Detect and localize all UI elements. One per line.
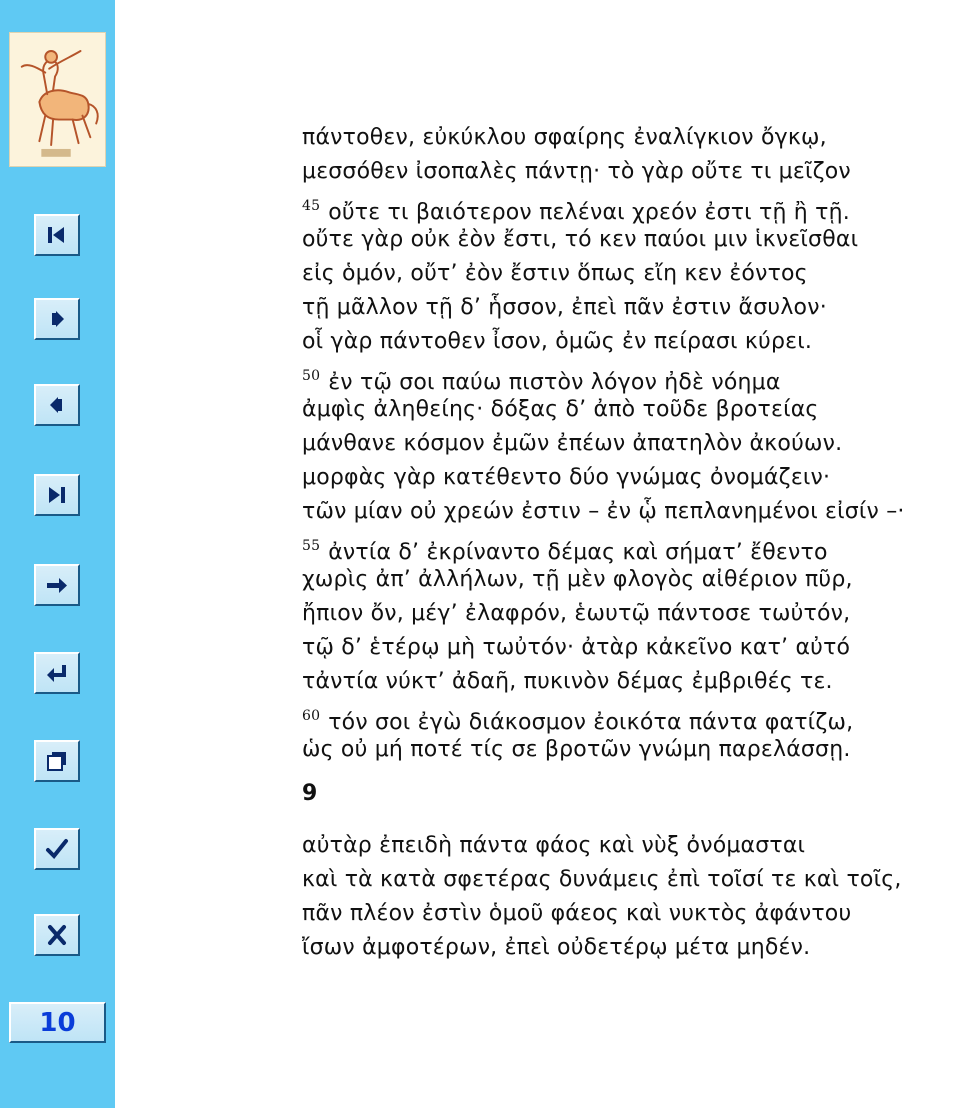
- verse-text: καὶ τὰ κατὰ σφετέρας δυνάμεις ἐπὶ τοῖσί τε καὶ τοῖς,: [302, 867, 902, 892]
- verse-line: [302, 393, 954, 427]
- verse-text: τἀντία νύκτ’ ἀδαῆ, πυκινὸν δέμας ἐμβριθές τε.: [302, 669, 833, 694]
- verse-line: [302, 461, 954, 495]
- arrow-right-icon: [44, 574, 70, 596]
- poem-block-a: [302, 121, 954, 767]
- previous-page-button[interactable]: [34, 384, 80, 426]
- check-icon: [44, 838, 70, 860]
- verse-text: χωρὶς ἀπ’ ἀλλήλων, τῇ μὲν φλογὸς αἰθέριον πῦρ,: [302, 567, 853, 592]
- line-number: 55: [302, 538, 321, 554]
- verse-text: οὔτε τι βαιότερον πελέναι χρεόν ἐστι τῇ ἢ τῇ.: [328, 200, 850, 225]
- verse-text: ἀντία δ’ ἐκρίναντο δέμας καὶ σήματ’ ἔθεντο: [328, 540, 828, 565]
- first-page-icon: [44, 224, 70, 246]
- close-button[interactable]: [34, 914, 80, 956]
- next-page-button[interactable]: [34, 298, 80, 340]
- verse-line: [302, 529, 954, 563]
- verse-line: [302, 733, 954, 767]
- centaur-logo: [9, 32, 106, 167]
- last-page-button[interactable]: [34, 474, 80, 516]
- verse-text: τόν σοι ἐγὼ διάκοσμον ἐοικότα πάντα φατίζω,: [328, 710, 854, 735]
- verse-line: [302, 631, 954, 665]
- verse-text: πᾶν πλέον ἐστὶν ὁμοῦ φάεος καὶ νυκτὸς ἀφάντου: [302, 901, 852, 926]
- line-number: 45: [302, 198, 321, 214]
- close-icon: [44, 924, 70, 946]
- verse-text: ἤπιον ὄν, μέγ’ ἐλαφρόν, ἑωυτῷ πάντοσε τωὐτόν,: [302, 601, 851, 626]
- verse-text: μορφὰς γὰρ κατέθεντο δύο γνώμας ὀνομάζειν·: [302, 465, 831, 490]
- verse-line: [302, 495, 954, 529]
- poem-block-b: [302, 829, 954, 965]
- verse-line: [302, 829, 954, 863]
- centaur-icon: [10, 33, 105, 166]
- line-number: 60: [302, 708, 321, 724]
- line-number: 50: [302, 368, 321, 384]
- go-back-button[interactable]: [34, 652, 80, 694]
- section-heading: 9: [302, 781, 318, 806]
- verse-line: [302, 257, 954, 291]
- first-page-button[interactable]: [34, 214, 80, 256]
- verse-text: οὔτε γὰρ οὐκ ἐὸν ἔστι, τό κεν παύοι μιν ἱκνεῖσθαι: [302, 227, 859, 252]
- verse-line: [302, 563, 954, 597]
- poem-text: [302, 121, 954, 965]
- verse-line: [302, 223, 954, 257]
- verse-text: αὐτὰρ ἐπειδὴ πάντα φάος καὶ νὺξ ὀνόμασται: [302, 833, 806, 858]
- verse-text: τῇ μᾶλλον τῇ δ’ ἧσσον, ἐπεὶ πᾶν ἐστιν ἄσυλον·: [302, 295, 827, 320]
- verse-text: τῶν μίαν οὐ χρεών ἐστιν – ἐν ᾧ πεπλανημένοι εἰσίν –·: [302, 499, 905, 524]
- verse-line: [302, 897, 954, 931]
- verse-line: [302, 699, 954, 733]
- verse-line: [302, 121, 954, 155]
- verse-line: [302, 597, 954, 631]
- verse-text: ἐν τῷ σοι παύω πιστὸν λόγον ἠδὲ νόημα: [328, 370, 781, 395]
- window-icon: [44, 750, 70, 772]
- go-forward-button[interactable]: [34, 564, 80, 606]
- verse-line: [302, 155, 954, 189]
- previous-page-icon: [44, 394, 70, 416]
- verse-line: [302, 863, 954, 897]
- verse-text: οἷ γὰρ πάντοθεν ἶσον, ὁμῶς ἐν πείρασι κύρει.: [302, 329, 813, 354]
- window-button[interactable]: [34, 740, 80, 782]
- verse-line: [302, 931, 954, 965]
- verse-line: [302, 189, 954, 223]
- check-button[interactable]: [34, 828, 80, 870]
- page-number: 10: [9, 1002, 106, 1043]
- verse-text: ἴσων ἀμφοτέρων, ἐπεὶ οὐδετέρῳ μέτα μηδέν.: [302, 935, 811, 960]
- verse-text: τῷ δ’ ἑτέρῳ μὴ τωὐτόν· ἀτὰρ κἀκεῖνο κατ’ αὐτό: [302, 635, 851, 660]
- verse-text: ἀμφὶς ἀληθείης· δόξας δ’ ἀπὸ τοῦδε βροτείας: [302, 397, 819, 422]
- sidebar: [0, 0, 115, 1108]
- verse-line: [302, 291, 954, 325]
- last-page-icon: [44, 484, 70, 506]
- verse-line: [302, 665, 954, 699]
- verse-line: [302, 359, 954, 393]
- verse-text: πάντοθεν, εὐκύκλου σφαίρης ἐναλίγκιον ὄγκῳ,: [302, 125, 827, 150]
- verse-line: [302, 325, 954, 359]
- next-page-icon: [44, 308, 70, 330]
- verse-line: [302, 427, 954, 461]
- arrow-return-icon: [44, 662, 70, 684]
- verse-text: μεσσόθεν ἰσοπαλὲς πάντῃ· τὸ γὰρ οὔτε τι μεῖζον: [302, 159, 851, 184]
- verse-text: μάνθανε κόσμον ἐμῶν ἐπέων ἀπατηλὸν ἀκούων.: [302, 431, 843, 456]
- verse-text: ὡς οὐ μή ποτέ τίς σε βροτῶν γνώμη παρελάσσῃ.: [302, 737, 851, 762]
- verse-text: εἰς ὁμόν, οὔτ’ ἐὸν ἔστιν ὅπως εἴη κεν ἐόντος: [302, 261, 808, 286]
